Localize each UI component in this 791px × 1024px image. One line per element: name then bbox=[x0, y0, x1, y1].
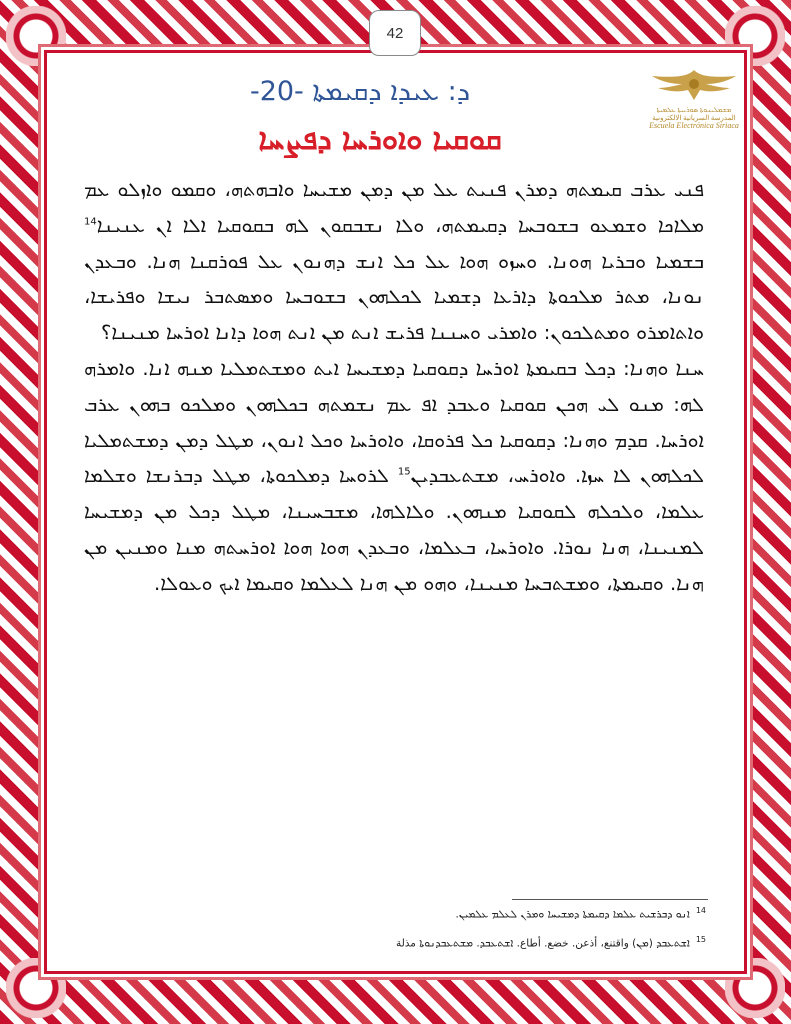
section-subtitle: ܩܘܩܝܐ ܘܐܘܪܚܐ ܕܦܨܚܐ bbox=[258, 122, 502, 156]
chapter-title bbox=[140, 76, 580, 108]
winged-symbol-icon bbox=[648, 66, 740, 104]
footnote-text: ܐܢܘ ܕܒܪܫܝܬ ܥܠܡܐ ܕܩܝܡܬܐ ܕܡܫܝܚܐ ܘܡܪܢ ܠܥܠܡ ܥܠܡܝܢ. bbox=[455, 908, 690, 921]
footnote-number: 14 bbox=[695, 906, 706, 915]
logo-caption-arabic: المدرسة السريانية الالكترونية bbox=[652, 114, 736, 122]
page-number: 42 bbox=[369, 10, 421, 56]
paragraph-text: ܠܪܘܚܐ ܕܡܠܟܘܬܐ، ܡܛܠ ܕܒܪܢܫܐ ܘܫܠܡܐ ܥܠܡܐ، ܘܠܟܠܗ ܠܩܘܩܝܐ ܡܢܗܘܢ. ܘܠܐܠܗܐ، ܡܫܒܚܝܢܐ، ܡܛܠ ܕܟܠ ܡܢ ܕܡܫܝܚܐ ܠܡܢܝܢܐ، ܗܢܐ ܢܘܪܐ. ܘܐܘܪܚܐ، ܒܥܠܡܐ، ܘܒܥܕܢ ܗܘܐ ܗܘܐ ܐܘܪܚܬܗ ܡܢܐ ܘܡܢܝܢ ܡܢ ܗܢܐ. ܘܩܝܡܬܐ، ܘܡܫܬܒܚܐ ܡܢܝܢܐ، ܘܗܘ ܡܢ ܗܢܐ ܠܥܠܡܐ ܘܩܝܡܐ ܐܝܟ ܘܥܘܠܐ. bbox=[84, 464, 704, 595]
footnote-ref: 15 bbox=[397, 466, 411, 478]
chapter-number: -20- bbox=[249, 76, 304, 107]
footnote-text: ܐܫܬܥܒܕ (ܡܢ) واقتنع، أذعن. خضع. أطاع. ܐܫܬܥܒܕ. ܡܫܬܥܒܕܢܘܬܐ مذلة bbox=[395, 937, 690, 950]
paragraph-text: ܚܢܐ ܘܗܢܐ: ܕܟܠ ܒܩܝܡܬܐ ܐܘܪܚܐ ܕܩܘܩܝܐ ܕܡܫܝܚܐ ܐܝܬ ܘܡܫܬܡܠܝܐ ܡܢܗ ܐܢܐ. ܘܐܡܪܗ ܠܗ: ܡܢܘ ܠܝ ܗܟܢ ܩܘܩܝܐ ܘܥܒܕ ܐܦ ܥܡ ܢܫܡܬܗ ܒܟܠܗܘܢ ܘܡܠܟܘ ܒܗܘܢ ܥܪܒ ܐܘܪܚܐ. ܩܕܡ ܘܗܢܐ: ܕܩܘܩܝܐ ܟܠ ܦܪܘܩܐ، ܘܐܘܪܚܐ ܘܟܠ ܐܢܘܢ، ܡܛܠ ܕܡܢ ܕܡܫܬܡܠܝܐ ܠܟܠܗܘܢ ܠܐ ܚܙܐ. ܘܐܘܪܚ، ܡܫܬܥܒܕܝܢ bbox=[84, 356, 705, 488]
footnote-number: 15 bbox=[695, 935, 706, 944]
paragraph bbox=[84, 351, 704, 602]
logo-caption-latin: Escuela Electrónica Siriaca bbox=[649, 121, 739, 130]
body-text bbox=[84, 172, 704, 602]
paragraph-text: ܦܢܝ ܥܪܒ ܩܝܡܬܗ ܕܡܪܢ ܦܢܝܬ ܥܠ ܡܢ ܕܡܢ ܡܫܝܚܐ ܘܐܒܗܬܗ، ܘܩܡܘ ܘܐܙܠܘ ܥܡ ܡܠܐܟܐ ܘܫܡܥܘ ܒܫܘܒܚܐ ܕܩܝܡܬܗ، ܘܠܐ ܢܫܒܩܘܢ ܠܗ ܒܩܘܩܝܐ ܐܠܐ ܐܢ ܥܢܝܢܐ bbox=[84, 178, 704, 237]
logo-caption-syriac: ܡܫܡܠܝܢܘܬܐ ܣܘܪܝܝܬܐ ܥܠܡܝܬܐ bbox=[656, 106, 732, 114]
footnote bbox=[150, 935, 706, 951]
chapter-title-text: ܕ: ܥܝܕܐ ܕܩܝܡܬܐ bbox=[312, 76, 471, 107]
footnote-divider bbox=[512, 899, 708, 900]
publisher-logo bbox=[648, 66, 740, 130]
paragraph bbox=[84, 172, 704, 351]
paragraph-text: ܒܫܡܝܐ ܘܒܪܝܐ ܗܘܢܐ. ܘܚܙܘ ܗܘܐ ܥܠ ܟܠ ܐܢܫ ܕܗܢܘܢ ܥܠ ܦܘܪܩܢܐ ܗܢܐ. ܘܒܥܕܢ ܢܘܢܐ، ܡܬܪ ܡܠܟܘܬܐ ܕܐܪܥܐ ܕܫܡܝܐ ܠܟܠܗܘܢ ܒܫܘܒܚܐ ܘܡܣܬܒܪ ܢܝܫܐ ܘܦܪܝܫܐ، ܘܐܬܐܡܪܘ ܘܡܬܠܟܘܢ: ܘܐܡܪܝ ܘܚܢܢܐ ܦܪܝܫ ܐܢܬ ܡܢ ܐܢܬ ܗܘܐ ܕܐܢܐ ܐܘܪܚܐ ܡܢܝܢܐ؟ bbox=[84, 249, 704, 345]
footnote bbox=[150, 906, 706, 922]
footnote-ref: 14 bbox=[84, 216, 97, 228]
